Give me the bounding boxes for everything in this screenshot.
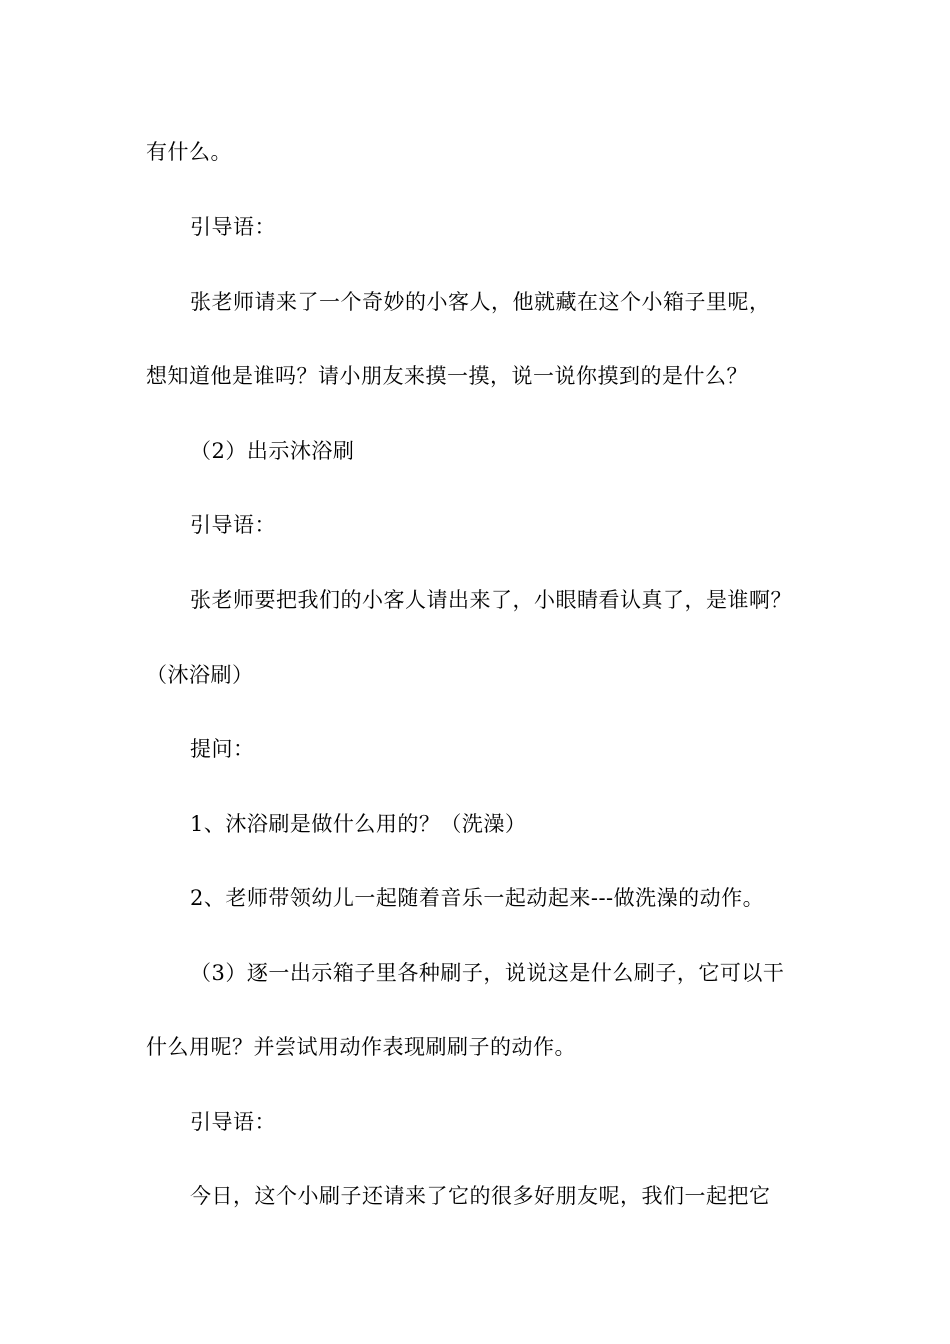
text-line-3: 张老师请来了一个奇妙的小客人，他就藏在这个小箱子里呢， bbox=[190, 290, 771, 314]
text-line-7: 张老师要把我们的小客人请出来了，小眼睛看认真了，是谁啊？ bbox=[190, 588, 792, 612]
text-line-12: （3）逐一出示箱子里各种刷子，说说这是什么刷子，它可以干 bbox=[190, 961, 785, 985]
text-line-11: 2、老师带领幼儿一起随着音乐一起动起来---做洗澡的动作。 bbox=[190, 886, 765, 910]
text-line-10: 1、沐浴刷是做什么用的？（洗澡） bbox=[190, 812, 527, 836]
text-line-1: 有什么。 bbox=[146, 140, 232, 164]
text-line-8: （沐浴刷） bbox=[146, 663, 254, 687]
text-line-4: 想知道他是谁吗？请小朋友来摸一摸，说一说你摸到的是什么？ bbox=[146, 364, 748, 388]
text-line-9: 提问： bbox=[190, 737, 255, 761]
text-line-5: （2）出示沐浴刷 bbox=[190, 439, 355, 463]
text-line-6: 引导语： bbox=[190, 513, 276, 537]
text-line-15: 今日，这个小刷子还请来了它的很多好朋友呢，我们一起把它 bbox=[190, 1184, 771, 1208]
text-line-14: 引导语： bbox=[190, 1110, 276, 1134]
text-line-13: 什么用呢？并尝试用动作表现刷刷子的动作。 bbox=[146, 1035, 576, 1059]
text-line-2: 引导语： bbox=[190, 215, 276, 239]
